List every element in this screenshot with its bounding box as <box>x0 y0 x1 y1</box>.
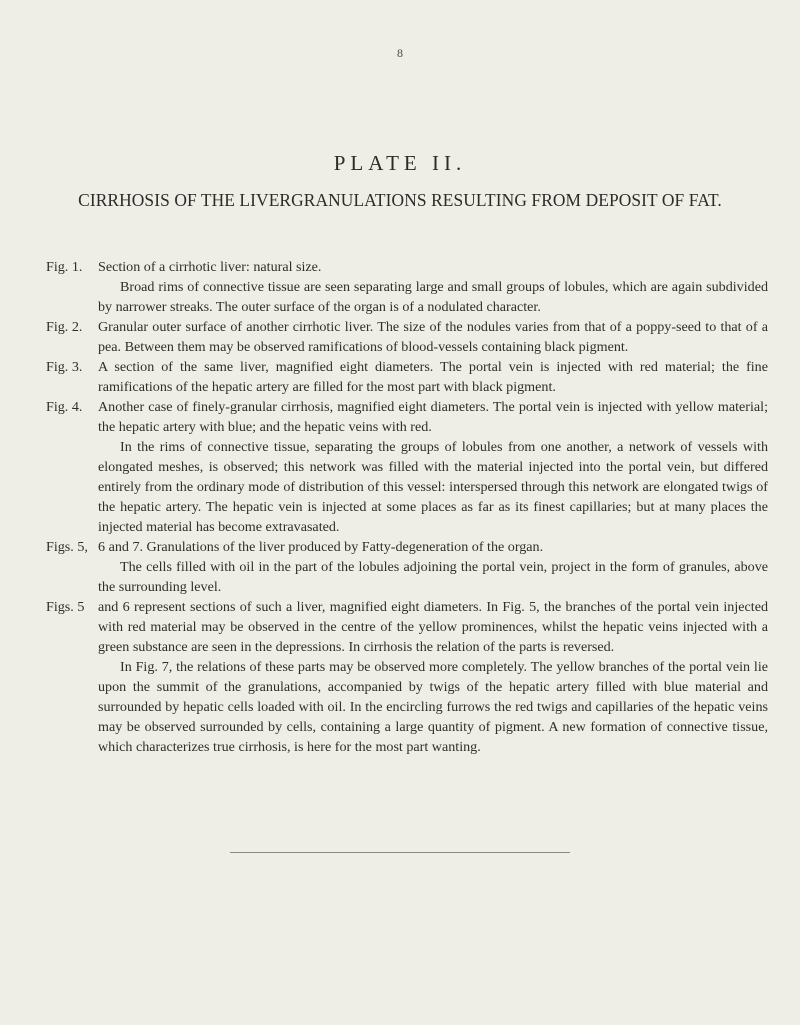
figure-label: Fig. 4. <box>46 399 83 415</box>
figure-text <box>98 257 768 317</box>
figure-text <box>98 317 768 357</box>
figure-entry <box>46 317 768 357</box>
closing-rule <box>230 852 570 853</box>
paragraph: The cells filled with oil in the part of the lobules adjoining the portal vein, project in the form of granules, above the surrounding level. <box>98 559 768 595</box>
figure-label: Fig. 1. <box>46 259 83 275</box>
figure-text <box>98 537 768 597</box>
plate-subtitle: CIRRHOSIS OF THE LIVERGRANULATIONS RESULTING FROM DEPOSIT OF FAT. <box>78 190 722 210</box>
paragraph: and 6 represent sections of such a liver, magnified eight diameters. In Fig. 5, the branches of the portal vein injected with red material may be observed in the centre of the yellow prominences, whilst the hepatic veins injected with a green substance are seen in the depressions. In cirrhosis the relation of the parts is reversed. <box>98 599 768 655</box>
figure-descriptions <box>46 257 768 757</box>
paragraph: In the rims of connective tissue, separating the groups of lobules from one another, a network of vessels with elongated meshes, is observed; this network was filled with the material injected into the portal vein, but differed entirely from the ordinary mode of distribution of this vessel: interspersed through this network are elongated twigs of the hepatic artery. The hepatic vein is injected at some places as far as its finest capillaries; but at many places the injected material has become extravasated. <box>98 439 768 535</box>
figure-entry <box>46 537 768 597</box>
figure-text <box>98 357 768 397</box>
figure-text <box>98 597 768 757</box>
paragraph: Granular outer surface of another cirrhotic liver. The size of the nodules varies from that of a poppy-seed to that of a pea. Between them may be observed ramifications of blood-vessels containing black pigment. <box>98 319 768 355</box>
figure-text <box>98 397 768 537</box>
page-number: 8 <box>397 46 403 60</box>
paragraph: Section of a cirrhotic liver: natural size. <box>98 259 322 275</box>
plate-title: PLATE II. <box>333 151 467 175</box>
figure-label: Figs. 5 <box>46 599 85 615</box>
figure-label: Figs. 5, <box>46 539 88 555</box>
figure-label: Fig. 3. <box>46 359 83 375</box>
figure-entry <box>46 597 768 757</box>
figure-entry <box>46 357 768 397</box>
paragraph: Broad rims of connective tissue are seen separating large and small groups of lobules, which are again subdivided by narrower streaks. The outer surface of the organ is of a nodulated character. <box>98 279 768 315</box>
paragraph: 6 and 7. Granulations of the liver produced by Fatty-degeneration of the organ. <box>98 539 544 555</box>
figure-entry <box>46 397 768 537</box>
figure-label: Fig. 2. <box>46 319 83 335</box>
paragraph: In Fig. 7, the relations of these parts may be observed more completely. The yellow branches of the portal vein lie upon the summit of the granulations, accompanied by twigs of the hepatic artery filled with blue material and surrounded by hepatic cells loaded with oil. In the encircling furrows the red twigs and capillaries of the hepatic veins may be observed surrounded by cells, containing a large quantity of pigment. A new formation of connective tissue, which characterizes true cirrhosis, is here for the most part wanting. <box>98 659 768 755</box>
paragraph: Another case of finely-granular cirrhosis, magnified eight diameters. The portal vein is injected with yellow material; the hepatic artery with blue; and the hepatic veins with red. <box>98 399 768 435</box>
paragraph: A section of the same liver, magnified eight diameters. The portal vein is injected with red material; the fine ramifications of the hepatic artery are filled for the most part with black pigment. <box>98 359 768 395</box>
figure-entry <box>46 257 768 317</box>
